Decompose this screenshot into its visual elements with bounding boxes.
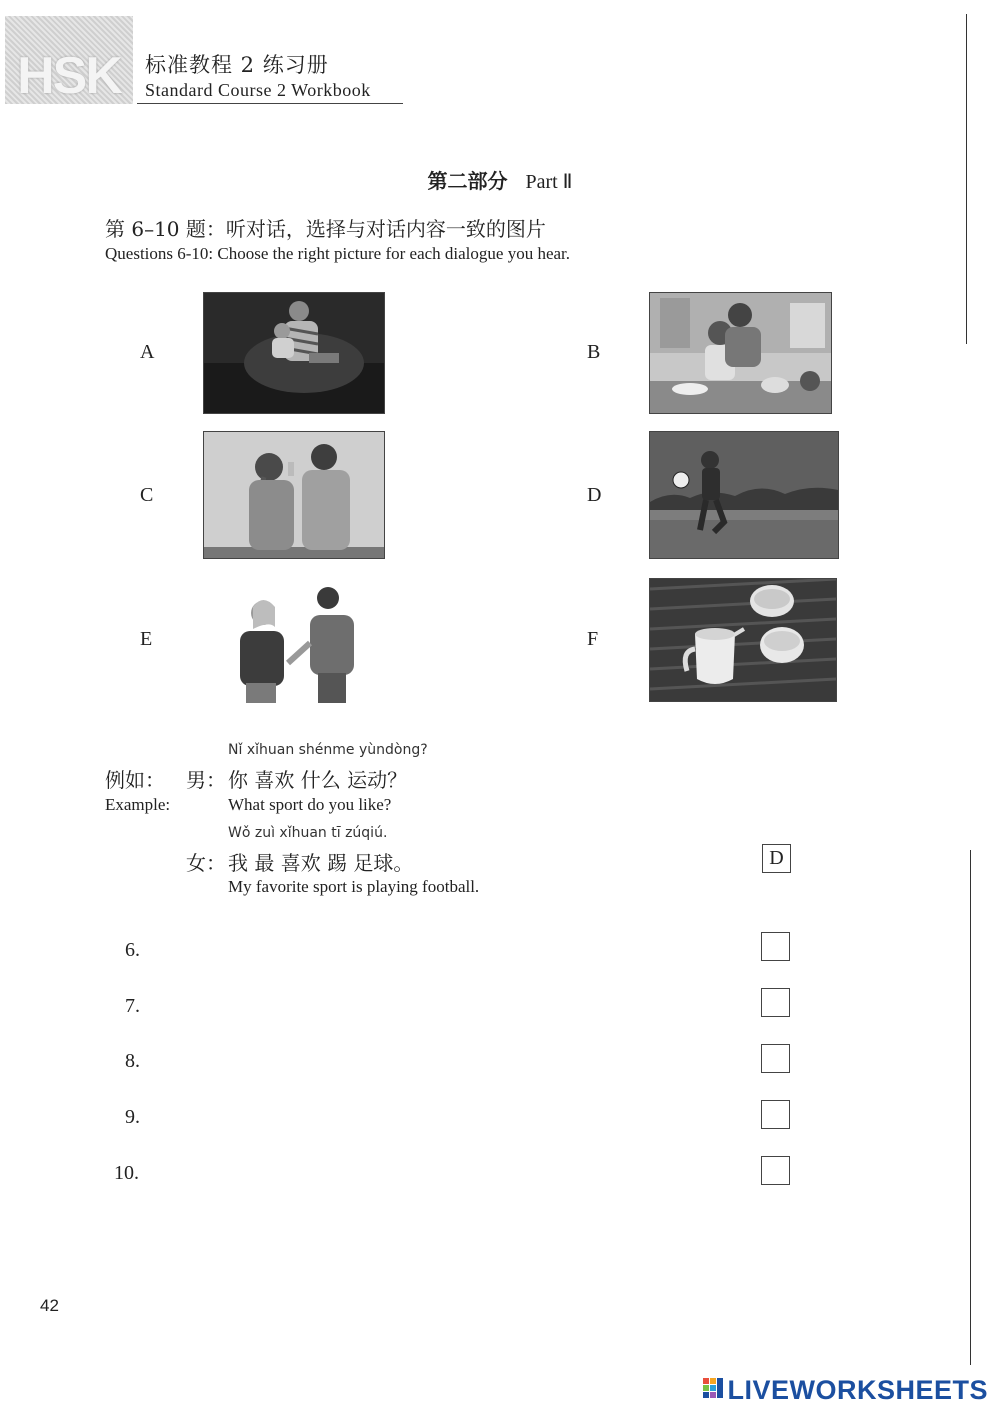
book-title-cn: 标准教程 2 练习册	[145, 53, 329, 77]
question-10-answer-box[interactable]	[761, 1156, 790, 1185]
question-9-number: 9.	[125, 1106, 140, 1128]
example-woman-pinyin: Wǒ zuì xǐhuan tī zúqiú.	[228, 825, 388, 841]
example-woman-hanzi: 我 最 喜欢 踢 足球。	[228, 851, 414, 875]
question-6-number: 6.	[125, 939, 140, 961]
section-title-cn: 第二部分	[427, 169, 508, 193]
question-7-answer-box[interactable]	[761, 988, 790, 1017]
header-underline	[137, 103, 403, 104]
example-answer-box: D	[762, 844, 791, 873]
liveworksheets-brand[interactable]	[703, 1375, 988, 1406]
section-title-en: Part Ⅱ	[525, 171, 573, 193]
book-title-en: Standard Course 2 Workbook	[145, 80, 371, 100]
example-man-hanzi: 你 喜欢 什么 运动？	[228, 768, 408, 792]
example-woman-english: My favorite sport is playing football.	[228, 877, 480, 896]
option-letter-f: F	[587, 628, 599, 650]
question-7-number: 7.	[125, 995, 140, 1017]
example-label-cn: 例如：	[105, 768, 165, 792]
couple-cooking-photo	[649, 292, 832, 414]
option-letter-e: E	[140, 628, 153, 650]
two-people-facing-wall-photo	[203, 431, 385, 559]
section-title	[0, 165, 1000, 194]
example-woman-speaker: 女：	[186, 851, 226, 875]
question-9-answer-box[interactable]	[761, 1100, 790, 1129]
question-8-answer-box[interactable]	[761, 1044, 790, 1073]
tea-cups-and-pot-photo	[649, 578, 837, 702]
instruction-en: Questions 6-10: Choose the right picture for each dialogue you hear.	[105, 244, 571, 263]
option-letter-a: A	[140, 341, 155, 363]
example-man-english: What sport do you like?	[228, 795, 392, 814]
example-label-en: Example:	[105, 795, 171, 814]
man-with-baby-on-sofa-photo	[203, 292, 385, 414]
option-letter-b: B	[587, 341, 601, 363]
question-6-answer-box[interactable]	[761, 932, 790, 961]
liveworksheets-label: LIVEWORKSHEETS	[727, 1375, 988, 1405]
girl-playing-football-photo	[649, 431, 839, 559]
page-number: 42	[40, 1296, 59, 1315]
example-man-pinyin: Nǐ xǐhuan shénme yùndòng?	[228, 742, 428, 758]
hsk-logo-text: HSK	[17, 47, 121, 105]
hsk-logo	[5, 16, 133, 104]
question-8-number: 8.	[125, 1050, 140, 1072]
liveworksheets-logo-icon	[703, 1378, 723, 1404]
girl-and-boy-talking-photo	[218, 583, 366, 705]
question-10-number: 10.	[114, 1162, 139, 1184]
option-letter-c: C	[140, 484, 154, 506]
instruction-cn: 第 6–10 题：听对话，选择与对话内容一致的图片	[105, 217, 546, 241]
margin-line-bottom	[970, 850, 971, 1365]
option-letter-d: D	[587, 484, 602, 506]
example-man-speaker: 男：	[186, 768, 226, 792]
